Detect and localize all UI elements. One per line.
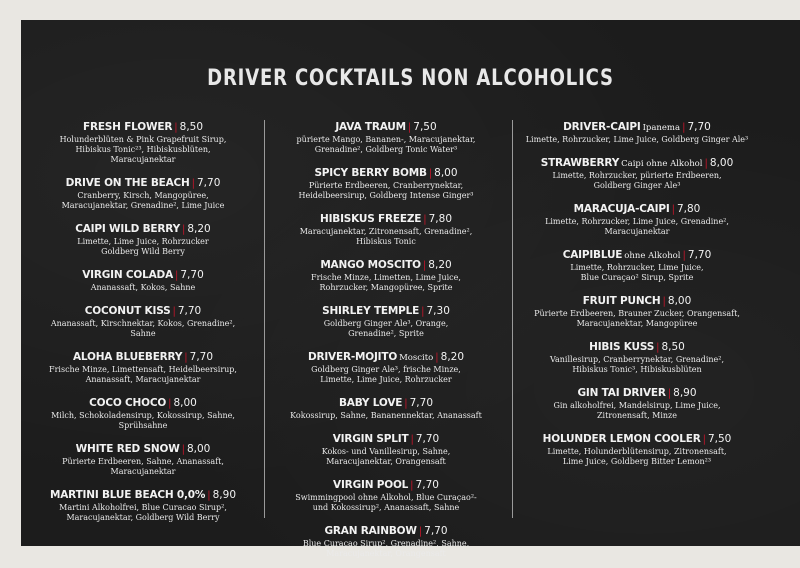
- drink-name: GRAN RAINBOW: [324, 525, 417, 537]
- price-separator: |: [667, 388, 672, 399]
- drink-price: 8,50: [661, 341, 685, 353]
- drink-ingredients: Heidelbeersirup, Goldberg Intense Ginger³: [298, 191, 474, 200]
- drink-note: Moscito: [399, 353, 434, 363]
- drink-ingredients: Rohrzucker, Mangopüree, Sprite: [319, 283, 453, 292]
- price-separator: |: [704, 158, 708, 169]
- drink-price: 8,90: [673, 387, 697, 399]
- drink-price: 7,50: [413, 121, 437, 133]
- menu-item-heading: [21, 220, 265, 237]
- drink-ingredients: Cranberry, Kirsch, Mangopüree,: [77, 191, 209, 200]
- menu-item-heading: [515, 118, 759, 135]
- menu-item-heading: [264, 302, 508, 319]
- menu-item: [515, 246, 759, 283]
- drink-name: DRIVE ON THE BEACH: [65, 177, 190, 189]
- drink-ingredients: Goldberg Ginger Ale³, Orange,: [323, 319, 449, 328]
- drink-ingredients: Goldberg Wild Berry: [101, 247, 185, 256]
- menu-item: [264, 256, 508, 293]
- menu-column-1: [21, 118, 265, 532]
- drink-name: JAVA TRAUM: [335, 121, 406, 133]
- menu-item-heading: [264, 394, 508, 411]
- price-separator: |: [671, 204, 675, 215]
- drink-name: MARACUJA-CAIPI: [573, 203, 670, 215]
- drink-name: MANGO MOSCITO: [320, 259, 421, 271]
- drink-ingredients: Frische Minze, Limetten, Lime Juice,: [311, 273, 461, 282]
- price-separator: |: [207, 490, 211, 501]
- menu-item: [515, 292, 759, 329]
- drink-note: Ipanema: [642, 123, 681, 133]
- drink-ingredients: Swimmingpool ohne Alkohol, Blue Curaçao²-: [295, 493, 477, 502]
- menu-item-heading: [264, 210, 508, 227]
- menu-item-heading: [21, 348, 265, 365]
- drink-ingredients: Goldberg Ginger Ale³: [593, 181, 681, 190]
- drink-ingredients: Hibiskus Tonic²³, Hibiskusblüten,: [75, 145, 211, 154]
- price-separator: |: [172, 306, 176, 317]
- drink-price: 7,30: [426, 305, 450, 317]
- drink-price: 7,70: [177, 305, 202, 317]
- drink-ingredients: Limette, Lime Juice, Rohrzucker: [320, 375, 452, 384]
- menu-item: [264, 476, 508, 513]
- drink-price: 8,00: [709, 157, 734, 169]
- drink-ingredients: Goldberg Ginger Ale³, frische Minze,: [311, 365, 461, 374]
- menu-item-heading: [264, 348, 508, 365]
- menu-item: [21, 348, 265, 385]
- drink-name: VIRGIN COLADA: [82, 269, 173, 281]
- price-separator: |: [662, 296, 666, 307]
- drink-price: 8,00: [667, 295, 692, 307]
- drink-price: 7,70: [189, 351, 214, 363]
- menu-item: [264, 430, 508, 467]
- drink-price: 7,70: [409, 397, 434, 409]
- drink-price: 7,70: [687, 121, 711, 133]
- drink-price: 7,80: [676, 203, 701, 215]
- drink-ingredients: Maracujanektar, Orangensaft: [326, 549, 446, 558]
- drink-name: DRIVER-CAIPI: [563, 121, 641, 133]
- menu-item-heading: [21, 266, 265, 283]
- drink-name: CAIPIBLUE: [562, 249, 623, 261]
- price-separator: |: [682, 122, 686, 133]
- drink-ingredients: Maracujanektar, Zitronensaft, Grenadine²,: [299, 227, 473, 236]
- drink-ingredients: Maracujanektar, Goldberg Wild Berry: [66, 513, 220, 522]
- drink-ingredients: pürierte Mango, Bananen-, Maracujanektar,: [296, 135, 476, 144]
- drink-ingredients: Blue Curaçao² Sirup, Sprite: [580, 273, 694, 282]
- drink-price: 7,70: [687, 249, 712, 261]
- drink-name: COCO CHOCO: [89, 397, 167, 409]
- drink-price: 8,00: [186, 443, 211, 455]
- page-title: DRIVER COCKTAILS NON ALCOHOLICS: [207, 66, 614, 91]
- price-separator: |: [404, 398, 408, 409]
- drink-ingredients: Ananassaft, Maracujanektar: [85, 375, 201, 384]
- drink-name: FRUIT PUNCH: [582, 295, 661, 307]
- drink-ingredients: Maracujanektar, Orangensaft: [326, 457, 446, 466]
- menu-item-heading: [21, 440, 265, 457]
- drink-price: 8,90: [212, 489, 237, 501]
- price-separator: |: [175, 270, 179, 281]
- menu-item-heading: [515, 384, 759, 401]
- drink-price: 7,70: [415, 433, 440, 445]
- menu-item: [264, 522, 508, 559]
- column-divider: [512, 120, 513, 518]
- price-separator: |: [181, 444, 185, 455]
- menu-item: [264, 118, 508, 155]
- menu-item-heading: [264, 164, 508, 181]
- drink-ingredients: Maracujanektar, Mangopüree: [576, 319, 698, 328]
- drink-name: HIBIS KUSS: [589, 341, 655, 353]
- drink-ingredients: Maracujanektar, Grenadine², Lime Juice: [61, 201, 225, 210]
- menu-item-heading: [515, 430, 759, 447]
- drink-price: 7,70: [424, 525, 448, 537]
- drink-ingredients: Limette, Rohrzucker, Lime Juice, Goldberg Ginger Ale³: [525, 135, 749, 144]
- drink-name: SPICY BERRY BOMB: [314, 167, 427, 179]
- price-separator: |: [168, 398, 172, 409]
- drink-ingredients: Lime Juice, Goldberg Bitter Lemon²³: [562, 457, 712, 466]
- drink-ingredients: Maracujanektar: [604, 227, 670, 236]
- drink-ingredients: Pürierte Erdbeeren, Brauner Zucker, Orangensaft,: [534, 309, 740, 318]
- drink-ingredients: Limette, Lime Juice, Rohrzucker: [77, 237, 209, 246]
- menu-item: [264, 302, 508, 339]
- drink-ingredients: Maracujanektar: [110, 467, 176, 476]
- drink-price: 8,20: [187, 223, 211, 235]
- drink-price: 7,50: [707, 433, 732, 445]
- drink-price: 7,80: [428, 213, 453, 225]
- drink-ingredients: Holunderblüten & Pink Grapefruit Sirup,: [59, 135, 227, 144]
- drink-ingredients: Milch, Schokoladensirup, Kokossirup, Sahne,: [51, 411, 235, 420]
- price-separator: |: [656, 342, 660, 353]
- drink-ingredients: Limette, Rohrzucker, pürierte Erdbeeren,: [552, 171, 722, 180]
- drink-name: GIN TAI DRIVER: [577, 387, 666, 399]
- menu-item: [264, 394, 508, 421]
- menu-item: [515, 338, 759, 375]
- menu-item: [515, 118, 759, 145]
- drink-name: DRIVER-MOJITO: [307, 351, 398, 363]
- drink-price: 7,70: [197, 177, 221, 189]
- drink-ingredients: Kokossirup, Sahne, Bananennektar, Ananassaft: [290, 411, 482, 420]
- menu-item: [21, 302, 265, 339]
- price-separator: |: [184, 352, 188, 363]
- drink-ingredients: Grenadine², Goldberg Tonic Water³: [314, 145, 458, 154]
- price-separator: |: [428, 168, 433, 179]
- menu-item-heading: [21, 486, 265, 503]
- price-separator: |: [407, 122, 412, 133]
- menu-item: [515, 200, 759, 237]
- drink-name: WHITE RED SNOW: [75, 443, 180, 455]
- price-separator: |: [418, 526, 423, 537]
- drink-ingredients: Frische Minze, Limettensaft, Heidelbeersirup,: [49, 365, 237, 374]
- drink-price: 8,00: [173, 397, 197, 409]
- menu-item-heading: [264, 118, 508, 135]
- drink-ingredients: Pürierte Erdbeeren, Cranberrynektar,: [308, 181, 464, 190]
- drink-name: ALOHA BLUEBERRY: [72, 351, 183, 363]
- menu-item-heading: [264, 476, 508, 493]
- drink-name: FRESH FLOWER: [82, 121, 173, 133]
- drink-ingredients: Ananassaft, Kokos, Sahne: [90, 283, 196, 292]
- menu-item: [21, 394, 265, 431]
- price-separator: |: [421, 306, 425, 317]
- price-separator: |: [422, 260, 427, 271]
- menu-item-heading: [21, 118, 265, 135]
- drink-name: CAIPI WILD BERRY: [75, 223, 180, 235]
- price-separator: |: [174, 122, 178, 133]
- drink-price: 7,70: [415, 479, 439, 491]
- drink-name: MARTINI BLUE BEACH 0,0%: [49, 489, 206, 501]
- drink-price: 8,00: [434, 167, 458, 179]
- menu-item-heading: [515, 154, 759, 171]
- menu-item: [21, 118, 265, 165]
- drink-name: VIRGIN SPLIT: [332, 433, 409, 445]
- drink-name: VIRGIN POOL: [333, 479, 409, 491]
- price-separator: |: [435, 352, 439, 363]
- menu-column-3: [515, 118, 759, 476]
- drink-price: 8,20: [440, 351, 465, 363]
- price-separator: |: [410, 434, 414, 445]
- drink-ingredients: Limette, Rohrzucker, Lime Juice,: [570, 263, 704, 272]
- menu-item: [264, 210, 508, 247]
- drink-ingredients: Pürierte Erdbeeren, Sahne, Ananassaft,: [62, 457, 224, 466]
- drink-name: HOLUNDER LEMON COOLER: [542, 433, 701, 445]
- drink-name: HIBISKUS FREEZE: [319, 213, 422, 225]
- menu-item-heading: [515, 292, 759, 309]
- drink-ingredients: Zitronensaft, Minze: [597, 411, 677, 420]
- menu-item-heading: [515, 246, 759, 263]
- drink-name: SHIRLEY TEMPLE: [322, 305, 420, 317]
- drink-ingredients: Maracujanektar: [110, 155, 176, 164]
- drink-ingredients: und Kokossirup², Ananassaft, Sahne: [312, 503, 460, 512]
- drink-ingredients: Kokos- und Vanillesirup, Sahne,: [321, 447, 451, 456]
- menu-item-heading: [264, 256, 508, 273]
- menu-item-heading: [21, 302, 265, 319]
- drink-name: STRAWBERRY: [540, 157, 620, 169]
- drink-ingredients: Vanillesirup, Cranberrynektar, Grenadine²,: [549, 355, 725, 364]
- price-separator: |: [181, 224, 186, 235]
- menu-item-heading: [515, 200, 759, 217]
- menu-item: [515, 154, 759, 191]
- drink-ingredients: Gin alkoholfrei, Mandelsirup, Lime Juice,: [553, 401, 721, 410]
- drink-ingredients: Limette, Holunderblütensirup, Zitronensaft,: [547, 447, 727, 456]
- drink-note: ohne Alkohol: [624, 251, 681, 261]
- menu-item: [21, 266, 265, 293]
- menu-item-heading: [264, 430, 508, 447]
- price-separator: |: [702, 434, 706, 445]
- menu-item-heading: [264, 522, 508, 539]
- menu-item: [21, 440, 265, 477]
- drink-ingredients: Hibiskus Tonic³, Hibiskusblüten: [572, 365, 702, 374]
- price-separator: |: [682, 250, 686, 261]
- drink-price: 7,70: [180, 269, 204, 281]
- drink-price: 8,50: [179, 121, 204, 133]
- drink-ingredients: Ananassaft, Kirschnektar, Kokos, Grenadine²,: [50, 319, 236, 328]
- menu-item-heading: [21, 174, 265, 191]
- menu-item: [515, 384, 759, 421]
- drink-price: 8,20: [428, 259, 452, 271]
- drink-ingredients: Grenadine², Sprite: [348, 329, 424, 338]
- price-separator: |: [191, 178, 195, 189]
- drink-name: COCONUT KISS: [84, 305, 171, 317]
- price-separator: |: [410, 480, 414, 491]
- price-separator: |: [423, 214, 427, 225]
- menu-item: [21, 486, 265, 523]
- menu-item: [21, 174, 265, 211]
- drink-ingredients: Sprühsahne: [118, 421, 168, 430]
- menu-item: [264, 348, 508, 385]
- drink-ingredients: Limette, Rohrzucker, Lime Juice, Grenadine²,: [545, 217, 729, 226]
- menu-column-2: [264, 118, 508, 568]
- drink-ingredients: Hibiskus Tonic: [356, 237, 416, 246]
- menu-item-heading: [21, 394, 265, 411]
- drink-name: BABY LOVE: [338, 397, 403, 409]
- menu-item: [21, 220, 265, 257]
- drink-ingredients: Blue Curaçao Sirup², Grenadine², Sahne,: [302, 539, 470, 548]
- drink-ingredients: Sahne: [130, 329, 156, 338]
- menu-item-heading: [515, 338, 759, 355]
- menu-item: [264, 164, 508, 201]
- drink-ingredients: Martini Alkoholfrei, Blue Curacao Sirup²,: [59, 503, 227, 512]
- menu-board: [21, 20, 800, 558]
- menu-item: [515, 430, 759, 467]
- drink-note: Caipi ohne Alkohol: [621, 159, 703, 169]
